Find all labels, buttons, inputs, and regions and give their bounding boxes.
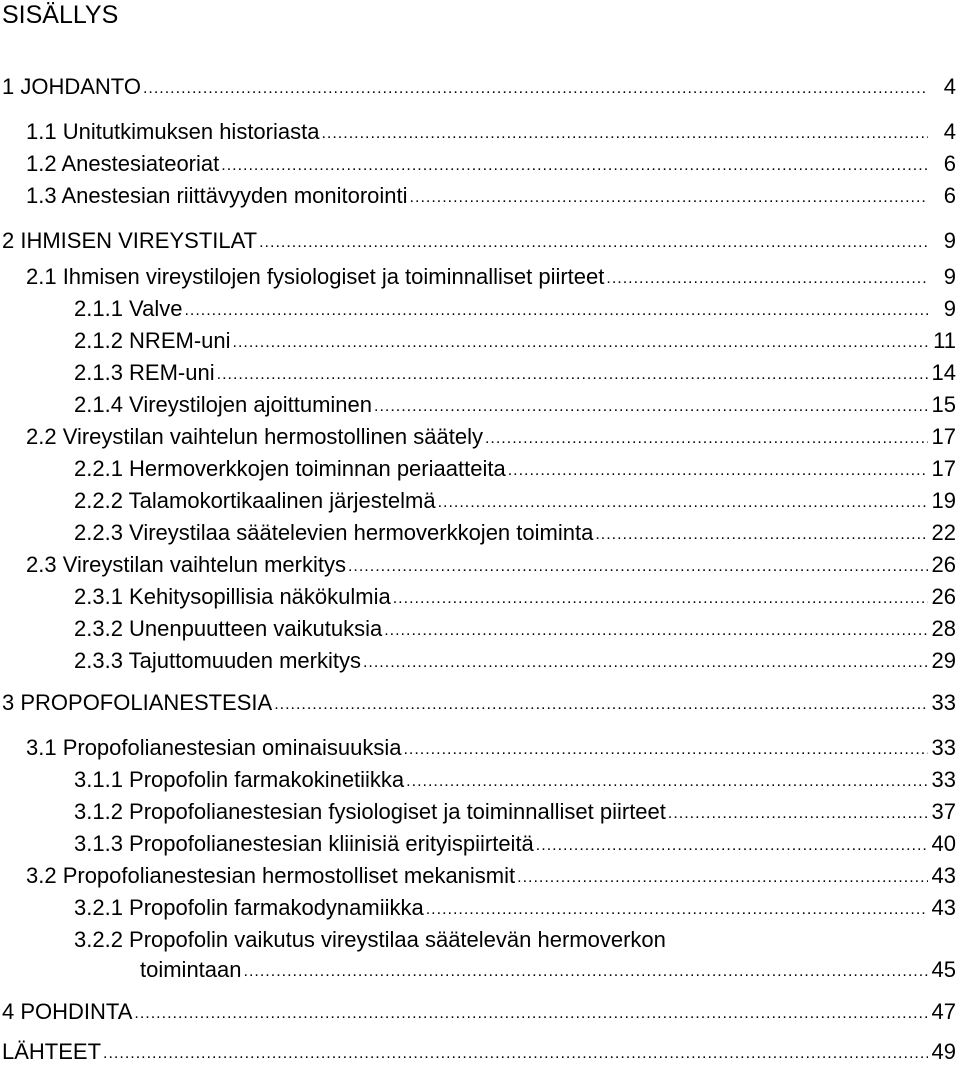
- toc-entry[interactable]: [26, 117, 956, 147]
- toc-entry-label: 1.3 Anestesian riittävyyden monitorointi: [26, 183, 408, 208]
- toc-entry-label: 2.3.2 Unenpuutteen vaikutuksia: [74, 616, 383, 641]
- toc-entry[interactable]: [74, 829, 956, 859]
- toc-entry-label-continuation: toimintaan: [140, 957, 242, 982]
- toc-entry-page: 45: [931, 957, 956, 982]
- toc-entry[interactable]: [26, 149, 956, 179]
- toc-entry[interactable]: [2, 1037, 956, 1067]
- toc-entry-label: 2 IHMISEN VIREYSTILAT: [2, 228, 258, 253]
- toc-entry-page: 9: [943, 264, 956, 289]
- toc-leader-dots: [321, 123, 928, 147]
- toc-entry[interactable]: [74, 486, 956, 516]
- toc-leader-dots: [668, 803, 928, 827]
- toc-entry[interactable]: [74, 390, 956, 420]
- toc-entry[interactable]: [26, 422, 956, 452]
- toc-entry-label: 3.2.2 Propofolin vaikutus vireystilaa säätelevän hermoverkon: [74, 927, 666, 952]
- toc-leader-dots: [393, 588, 928, 612]
- toc-entry-page: 17: [931, 424, 956, 449]
- toc-leader-dots: [274, 694, 928, 718]
- toc-entry-page: 43: [931, 895, 956, 920]
- toc-entry-page: 6: [943, 151, 956, 176]
- toc-leader-dots: [595, 524, 928, 548]
- toc-leader-dots: [244, 961, 928, 985]
- toc-entry-label: 1 JOHDANTO: [2, 74, 141, 99]
- toc-entry[interactable]: [74, 294, 956, 324]
- toc-entry-label: 2.2.1 Hermoverkkojen toiminnan periaatteita: [74, 456, 506, 481]
- toc-leader-dots: [410, 187, 928, 211]
- toc-entry-page: 37: [931, 799, 956, 824]
- toc-entry[interactable]: [26, 262, 956, 292]
- toc-leader-dots: [485, 428, 928, 452]
- toc-entry-page: 28: [931, 616, 956, 641]
- toc-leader-dots: [348, 556, 928, 580]
- toc-entry[interactable]: [2, 72, 956, 102]
- toc-leader-dots: [221, 155, 928, 179]
- toc-entry-label: 2.1.2 NREM-uni: [74, 328, 231, 353]
- toc-entry[interactable]: [74, 326, 956, 356]
- toc-entry-page: 47: [931, 999, 956, 1024]
- toc-entry[interactable]: [26, 733, 956, 763]
- toc-entry-label: LÄHTEET: [2, 1039, 102, 1064]
- toc-entry-first-line[interactable]: [74, 925, 956, 955]
- toc-entry-page: 40: [931, 831, 956, 856]
- toc-entry-label: 2.1.1 Valve: [74, 296, 183, 321]
- toc-entry-label: 3.1.2 Propofolianestesian fysiologiset ja toiminnalliset piirteet: [74, 799, 666, 824]
- toc-entry-page: 9: [943, 228, 956, 253]
- page-title: SISÄLLYS: [2, 1, 119, 29]
- toc-entry-page: 11: [933, 328, 956, 353]
- toc-entry-label: 3.1.3 Propofolianestesian kliinisiä erityispiirteitä: [74, 831, 534, 856]
- toc-entry-label: 3.1.1 Propofolin farmakokinetiikka: [74, 767, 405, 792]
- toc-leader-dots: [403, 739, 928, 763]
- toc-entry-page: 4: [943, 74, 956, 99]
- toc-entry-page: 15: [931, 392, 956, 417]
- toc-entry-page: 14: [931, 360, 956, 385]
- toc-entry-label: 2.3.1 Kehitysopillisia näkökulmia: [74, 584, 391, 609]
- toc-entry-label: 1.1 Unitutkimuksen historiasta: [26, 119, 320, 144]
- toc-entry-page: 33: [931, 690, 956, 715]
- toc-leader-dots: [536, 835, 928, 859]
- toc-entry[interactable]: [140, 955, 956, 985]
- toc-entry[interactable]: [74, 614, 956, 644]
- toc-leader-dots: [406, 771, 928, 795]
- toc-entry-page: 6: [943, 183, 956, 208]
- toc-entry-page: 29: [931, 648, 956, 673]
- toc-entry[interactable]: [74, 518, 956, 548]
- toc-leader-dots: [606, 268, 928, 292]
- toc-leader-dots: [259, 232, 928, 256]
- toc-entry-label: 2.1 Ihmisen vireystilojen fysiologiset ja toiminnalliset piirteet: [26, 264, 605, 289]
- toc-leader-dots: [184, 300, 928, 324]
- toc-leader-dots: [384, 620, 928, 644]
- toc-entry-label: 2.2 Vireystilan vaihtelun hermostollinen säätely: [26, 424, 483, 449]
- toc-leader-dots: [217, 364, 928, 388]
- toc-leader-dots: [233, 332, 928, 356]
- toc-entry[interactable]: [74, 893, 956, 923]
- toc-entry[interactable]: [2, 997, 956, 1027]
- toc-entry-label: 1.2 Anestesiateoriat: [26, 151, 220, 176]
- toc-leader-dots: [508, 460, 928, 484]
- toc-entry[interactable]: [74, 358, 956, 388]
- toc-entry-page: 43: [931, 863, 956, 888]
- toc-entry-page: 33: [931, 767, 956, 792]
- toc-leader-dots: [134, 1003, 928, 1027]
- toc-entry-label: 2.2.3 Vireystilaa säätelevien hermoverkkojen toiminta: [74, 520, 594, 545]
- toc-entry[interactable]: [74, 765, 956, 795]
- toc-entry-label: 2.3.3 Tajuttomuuden merkitys: [74, 648, 361, 673]
- toc-leader-dots: [517, 867, 928, 891]
- toc-entry-label: 2.1.4 Vireystilojen ajoittuminen: [74, 392, 372, 417]
- toc-entry[interactable]: [26, 861, 956, 891]
- toc-entry-label: 2.3 Vireystilan vaihtelun merkitys: [26, 552, 346, 577]
- toc-entry[interactable]: [74, 797, 956, 827]
- toc-entry-page: 19: [931, 488, 956, 513]
- toc-entry[interactable]: [74, 582, 956, 612]
- toc-entry[interactable]: [74, 454, 956, 484]
- toc-leader-dots: [374, 396, 928, 420]
- toc-entry[interactable]: [2, 226, 956, 256]
- toc-entry-page: 26: [931, 584, 956, 609]
- toc-entry-label: 4 POHDINTA: [2, 999, 133, 1024]
- toc-entry-label: 2.2.2 Talamokortikaalinen järjestelmä: [74, 488, 436, 513]
- toc-entry-label: 3.2.1 Propofolin farmakodynamiikka: [74, 895, 424, 920]
- toc-entry-page: 17: [931, 456, 956, 481]
- toc-entry-page: 26: [931, 552, 956, 577]
- toc-entry-label: 3.1 Propofolianestesian ominaisuuksia: [26, 735, 402, 760]
- toc-entry-label: 2.1.3 REM-uni: [74, 360, 215, 385]
- toc-leader-dots: [143, 78, 928, 102]
- toc-entry[interactable]: [26, 550, 956, 580]
- toc-entry[interactable]: [2, 688, 956, 718]
- toc-entry[interactable]: [74, 646, 956, 676]
- toc-leader-dots: [363, 652, 928, 676]
- toc-entry-page: 4: [943, 119, 956, 144]
- toc-leader-dots: [426, 899, 928, 923]
- toc-leader-dots: [103, 1043, 928, 1067]
- toc-leader-dots: [438, 492, 928, 516]
- toc-entry-label: 3 PROPOFOLIANESTESIA: [2, 690, 273, 715]
- toc-entry-page: 22: [931, 520, 956, 545]
- toc-entry-page: 49: [931, 1039, 956, 1064]
- toc-entry-page: 9: [943, 296, 956, 321]
- toc-entry[interactable]: [26, 181, 956, 211]
- toc-entry-label: 3.2 Propofolianestesian hermostolliset mekanismit: [26, 863, 516, 888]
- toc-entry-page: 33: [931, 735, 956, 760]
